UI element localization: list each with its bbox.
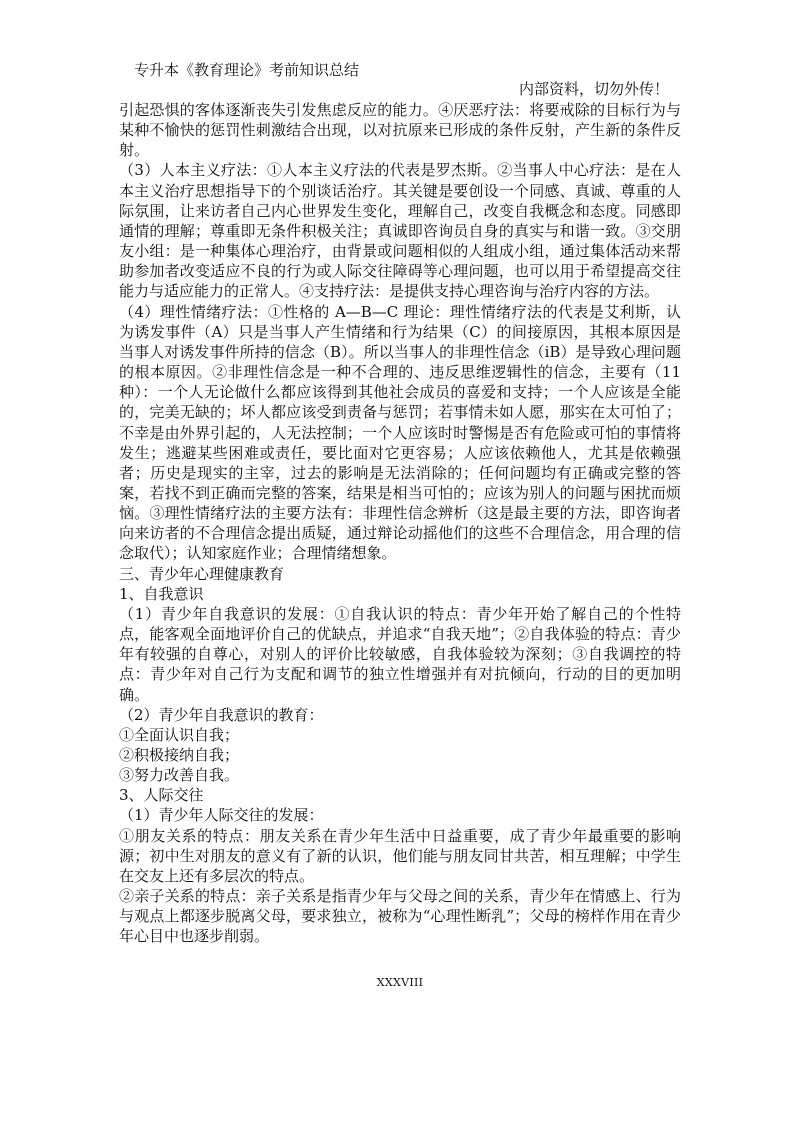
paragraph: 引起恐惧的客体逐渐丧失引发焦虑反应的能力。④厌恶疗法：将要戒除的目标行为与某种不愉快的惩罚性刺激结合出现，以对抗原来已形成的条件反射，产生新的条件反射。	[119, 101, 681, 160]
list-item: ①全面认识自我；	[119, 725, 240, 744]
subsection-heading: 1、自我意识	[119, 584, 204, 603]
header-note: 内部资料，切勿外传！	[518, 80, 669, 98]
paragraph: （3）人本主义疗法：①人本主义疗法的代表是罗杰斯。②当事人中心疗法：是在人本主义治疗思想指导下的个别谈话治疗。其关键是要创设一个同感、真诚、尊重的人际氛围，让来访者自己内心世界发生变化，理解自己，改变自我概念和态度。同感即通情的理解；尊重即无条件积极关注；真诚即咨询员自身的真实与和谐一致。③交朋友小组：是一种集体心理治疗，由背景或问题相似的人组成小组，通过集体活动来帮助参加者改变适应不良的行为或人际交往障碍等心理问题，也可以用于希望提高交往能力与适应能力的正常人。④支持疗法：是提供支持心理咨询与治疗内容的方法。	[119, 161, 681, 301]
paragraph: （1）青少年自我意识的发展：①自我认识的特点：青少年开始了解自己的个性特点，能客观全面地评价自己的优缺点，并追求“自我天地”；②自我体验的特点：青少年有较强的自尊心，对别人的评价比较敏感，自我体验较为深刻；③自我调控的特点：青少年对自己行为支配和调节的独立性增强并有对抗倾向，行动的目的更加明确。	[119, 604, 681, 704]
paragraph: ①朋友关系的特点：朋友关系在青少年生活中日益重要，成了青少年最重要的影响源；初中生对朋友的意义有了新的认识，他们能与朋友同甘共苦，相互理解；中学生在交友上还有多层次的特点。	[119, 826, 681, 885]
document-body	[119, 100, 681, 947]
paragraph: ②亲子关系的特点：亲子关系是指青少年与父母之间的关系，青少年在情感上、行为与观点上都逐步脱离父母，要求独立，被称为“心理性断乳”；父母的榜样作用在青少年心目中也逐步削弱。	[119, 887, 681, 946]
header-title: 专升本《教育理论》考前知识总结	[134, 61, 360, 79]
paragraph: （2）青少年自我意识的教育：	[119, 705, 324, 724]
paragraph: （4）理性情绪疗法：①性格的 A—B—C 理论：理性情绪疗法的代表是艾利斯，认为诱发事件（A）只是当事人产生情绪和行为结果（C）的间接原因，其根本原因是当事人对诱发事件所持的信念（B）。所以当事人的非理性信念（iB）是导致心理问题的根本原因。②非理性信念是一种不合理的、违反思维逻辑性的信念，主要有（11 种）：一个人无论做什么都应该得到其他社会成员的喜爱和支持；一个人应该是全能的，完美无缺的；坏人都应该受到责备与惩罚；若事情未如人愿，那实在太可怕了；不幸是由外界引起的，人无法控制；一个人应该时时警惕是否有危险或可怕的事情将发生；逃避某些困难或责任，要比面对它更容易；人应该依赖他人，尤其是依赖强者；历史是现实的主宰，过去的影响是无法消除的；任何问题均有正确或完整的答案，若找不到正确而完整的答案，结果是相当可怕的；应该为别人的问题与困扰而烦恼。③理性情绪疗法的主要方法有：非理性信念辨析（这是最主要的方法，即咨询者向来访者的不合理信念提出质疑，通过辩论动摇他们的这些不合理信念，用合理的信念取代）；认知家庭作业；合理情绪想象。	[119, 302, 681, 563]
page-number: XXXVIII	[376, 976, 424, 989]
section-heading: 三、青少年心理健康教育	[119, 564, 285, 583]
paragraph: （1）青少年人际交往的发展：	[119, 806, 324, 825]
subsection-heading: 3、人际交往	[119, 786, 204, 805]
list-item: ②积极接纳自我；	[119, 746, 240, 764]
list-item: ③努力改善自我。	[119, 766, 240, 785]
